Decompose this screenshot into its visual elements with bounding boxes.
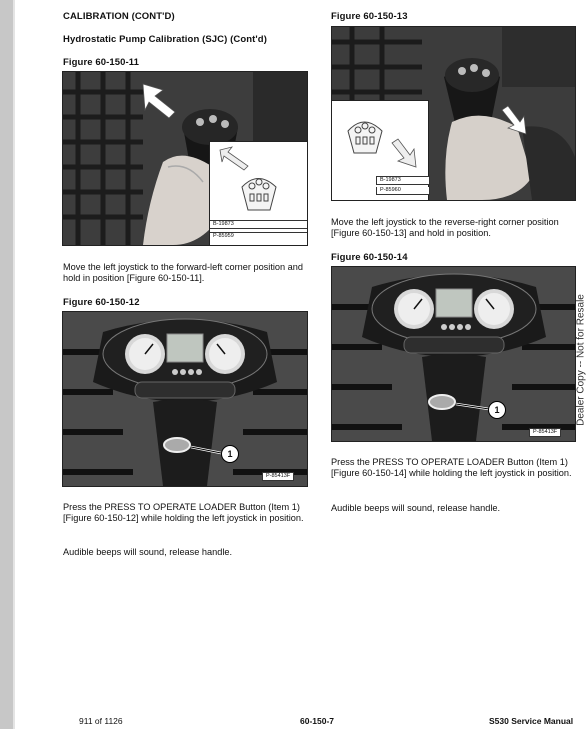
figure-11-ref-top: B-19873 [210,220,307,229]
figure-14-instruction: Press the PRESS TO OPERATE LOADER Button (Item 1) [Figure 60-150-14] while holding the left joystick in position. [331,457,572,478]
figure-12-instruction: Press the PRESS TO OPERATE LOADER Button (Item 1) [Figure 60-150-12] while holding the left joystick in position. [63,502,304,523]
figure-14-photo [331,266,576,442]
joystick-diagram-inset-11 [209,141,307,245]
figure-11-photo [62,71,308,246]
figure-14-ref: P-85413F [529,428,561,437]
section-title: CALIBRATION (CONT'D) [63,11,175,22]
figure-13-caption: Figure 60-150-13 [331,11,408,22]
left-result-note: Audible beeps will sound, release handle. [63,547,233,557]
figure-12-callout-1: 1 [221,445,239,463]
figure-11-ref-bottom: P-85959 [210,232,307,240]
instrument-panel-photo [332,267,575,441]
joystick-diagram-icon [332,101,428,176]
joystick-diagram-inset-13 [332,100,429,200]
footer-page-count: 911 of 1126 [79,716,123,726]
dealer-copy-watermark [574,272,587,447]
instrument-panel-photo [63,312,307,486]
dealer-copy-text: Dealer Copy -- Not for Resale [575,293,587,426]
figure-14-caption: Figure 60-150-14 [331,252,408,263]
joystick-diagram-icon [210,142,307,222]
figure-13-photo [331,26,576,201]
figure-14-callout-1: 1 [488,401,506,419]
figure-13-ref-bottom: P-85960 [376,187,430,195]
figure-11-instruction: Move the left joystick to the forward-left corner position and hold in position [Figure 60-150-11]. [63,262,304,283]
figure-11-caption: Figure 60-150-11 [63,57,140,68]
page-binding-edge [0,0,13,729]
figure-12-caption: Figure 60-150-12 [63,297,140,308]
figure-12-photo [62,311,308,487]
figure-12-ref: P-85413F [262,472,294,481]
footer-manual-title: S530 Service Manual [489,716,574,726]
figure-13-instruction: Move the left joystick to the reverse-right corner position [Figure 60-150-13] and hold in position. [331,217,559,238]
footer-page-number: 60-150-7 [300,716,335,726]
page-binding-shadow [13,0,15,729]
figure-13-ref-top: B-19873 [376,176,430,185]
right-result-note: Audible beeps will sound, release handle. [331,503,501,513]
subsection-title: Hydrostatic Pump Calibration (SJC) (Cont'd) [63,34,267,45]
